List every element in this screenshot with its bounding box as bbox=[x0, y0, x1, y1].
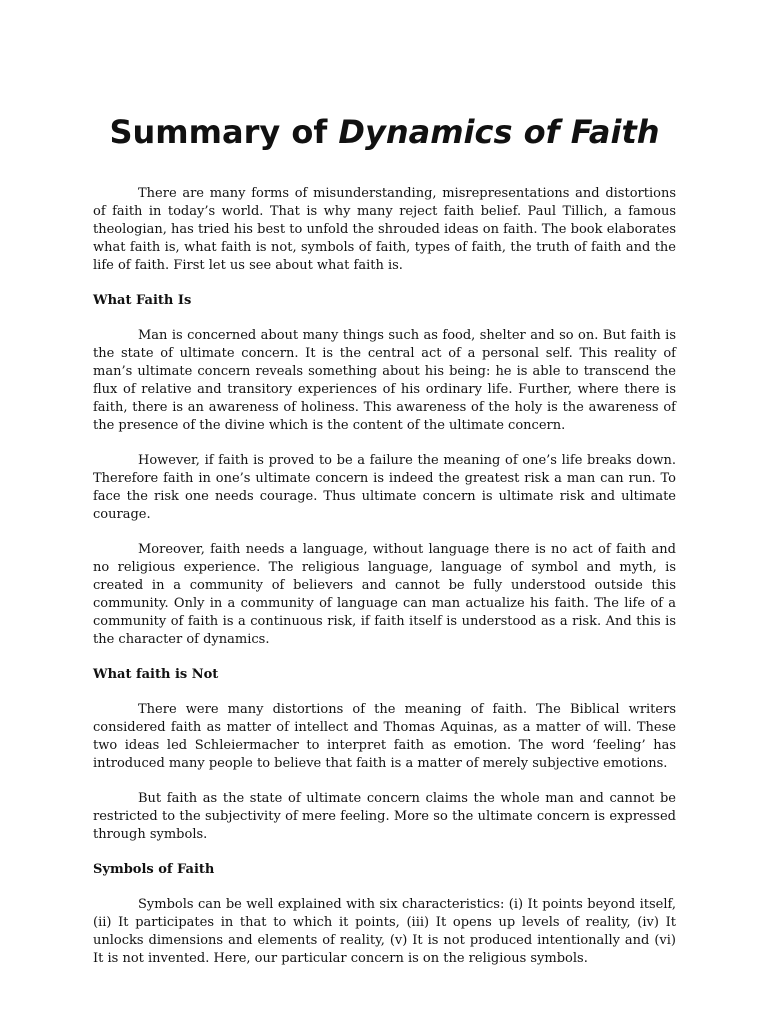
paragraph: However, if faith is proved to be a failure the meaning of one’s life breaks down. Therefore faith in one’s ultimate concern is indeed the greatest risk a man can run. To face the risk one needs courage. Thus ultimate concern is ultimate risk and ultimate courage. bbox=[93, 453, 676, 522]
section-heading-symbols-of-faith: Symbols of Faith bbox=[93, 862, 215, 877]
document-title bbox=[93, 0, 676, 153]
paragraph: Moreover, faith needs a language, without language there is no act of faith and no religious experience. The religious language, language of symbol and myth, is created in a community of believers and cannot be fully understood outside this community. Only in a community of language can man actualize his faith. The life of a community of faith is a continuous risk, if faith itself is understood as a risk. And this is the character of dynamics. bbox=[93, 542, 676, 647]
document-body bbox=[93, 185, 676, 968]
paragraph: But faith as the state of ultimate concern claims the whole man and cannot be restricted to the subjectivity of mere feeling. More so the ultimate concern is expressed through symbols. bbox=[93, 791, 676, 842]
intro-paragraph: There are many forms of misunderstanding, misrepresentations and distortions of faith in today’s world. That is why many reject faith belief. Paul Tillich, a famous theologian, has tried his best to unfold the shrouded ideas on faith. The book elaborates what faith is, what faith is not, symbols of faith, types of faith, the truth of faith and the life of faith. First let us see about what faith is. bbox=[93, 186, 676, 273]
paragraph: Man is concerned about many things such as food, shelter and so on. But faith is the state of ultimate concern. It is the central act of a personal self. This reality of man’s ultimate concern reveals something about his being: he is able to transcend the flux of relative and transitory experiences of his ordinary life. Further, where there is faith, there is an awareness of holiness. This awareness of the holy is the awareness of the presence of the divine which is the content of the ultimate concern. bbox=[93, 328, 676, 433]
title-plain: Summary of bbox=[109, 113, 339, 151]
section-heading-what-faith-is: What Faith Is bbox=[93, 293, 192, 308]
paragraph: There were many distortions of the meaning of faith. The Biblical writers considered faith as matter of intellect and Thomas Aquinas, as a matter of will. These two ideas led Schleiermacher to interpret faith as emotion. The word ‘feeling’ has introduced many people to believe that faith is a matter of merely subjective emotions. bbox=[93, 702, 676, 771]
section-heading-what-faith-is-not: What faith is Not bbox=[93, 667, 219, 682]
title-italic: Dynamics of Faith bbox=[338, 113, 660, 151]
paragraph: Symbols can be well explained with six characteristics: (i) It points beyond itself, (ii) It participates in that to which it points, (iii) It opens up levels of reality, (iv) It unlocks dimensions and elements of reality, (v) It is not produced intentionally and (vi) It is not invented. Here, our particular concern is on the religious symbols. bbox=[93, 897, 676, 966]
